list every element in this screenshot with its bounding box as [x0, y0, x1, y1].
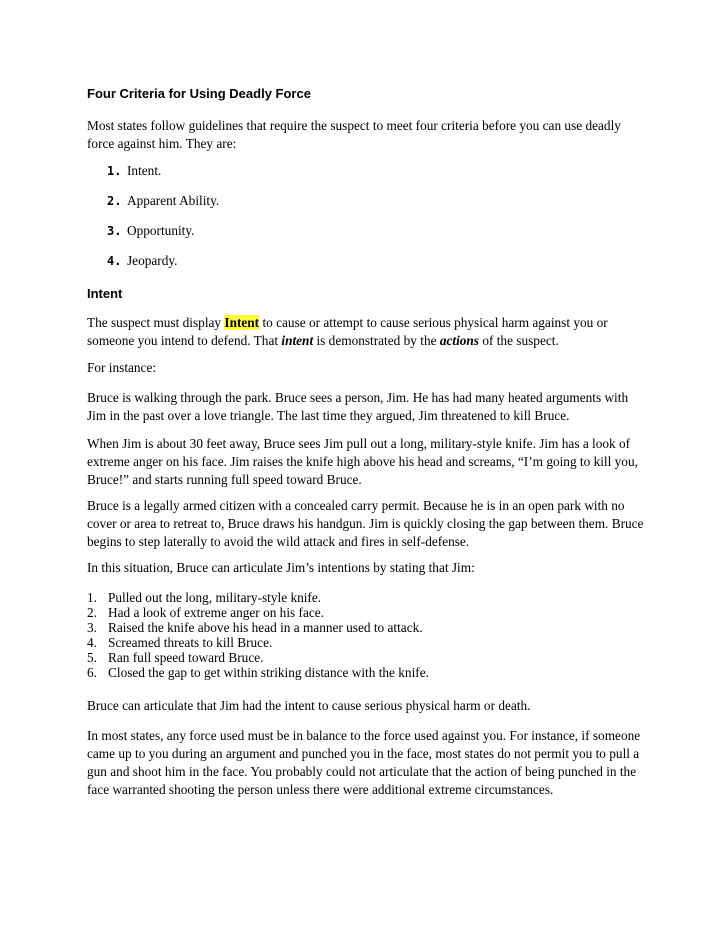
criteria-number: 4. — [107, 254, 122, 268]
criteria-number: 3. — [107, 224, 122, 238]
intent-emphasis: intent — [281, 333, 314, 348]
story-paragraph-2: When Jim is about 30 feet away, Bruce sees Jim pull out a long, military-style knife. Jim has a look of extreme anger on his face. Jim raises the knife high above his head and screams, “I’m going to kill you, Bruce!” and starts running full speed toward Bruce. — [87, 436, 638, 487]
criteria-text: Apparent Ability. — [127, 193, 220, 208]
criteria-text: Intent. — [127, 163, 162, 178]
story-paragraph-3: Bruce is a legally armed citizen with a concealed carry permit. Because he is in an open park with no cover or area to retreat to, Bruce draws his handgun. Jim is quickly closing the gap between them. Bruce begins to step laterally to avoid the wild attack and fires in self-defense. — [87, 498, 644, 549]
criteria-number: 2. — [107, 194, 122, 208]
story-paragraph-1: Bruce is walking through the park. Bruce sees a person, Jim. He has had many heated arguments with Jim in the past over a love triangle. The last time they argued, Jim threatened to kill Bruce. — [87, 390, 629, 423]
intent-paragraph: The suspect must display Intent to cause or attempt to cause serious physical harm against you or someone you intend to defend. That intent is demonstrated by the actions of the suspect. — [87, 315, 608, 348]
actions-emphasis: actions — [439, 333, 479, 348]
intro-paragraph: Most states follow guidelines that require the suspect to meet four criteria before you can use deadly force against him. They are: — [87, 118, 621, 151]
balance-paragraph: In most states, any force used must be in balance to the force used against you. For instance, if someone came up to you during an argument and punched you in the face, most states do not permit you to pull a gun and shoot him in the face. You probably could not articulate that the action of being punched in the face warranted shooting the person unless there were additional extreme circumstances. — [87, 728, 641, 797]
intent-highlight: Intent — [224, 315, 260, 330]
situation-paragraph: In this situation, Bruce can articulate Jim’s intentions by stating that Jim: — [87, 560, 475, 575]
criteria-number: 1. — [107, 164, 122, 178]
conclusion-paragraph: Bruce can articulate that Jim had the intent to cause serious physical harm or death. — [87, 698, 531, 713]
criteria-text: Jeopardy. — [127, 253, 178, 268]
for-instance-label: For instance: — [87, 360, 157, 375]
intent-heading: Intent — [87, 286, 123, 301]
criteria-text: Opportunity. — [127, 223, 195, 238]
page-title: Four Criteria for Using Deadly Force — [87, 86, 311, 101]
